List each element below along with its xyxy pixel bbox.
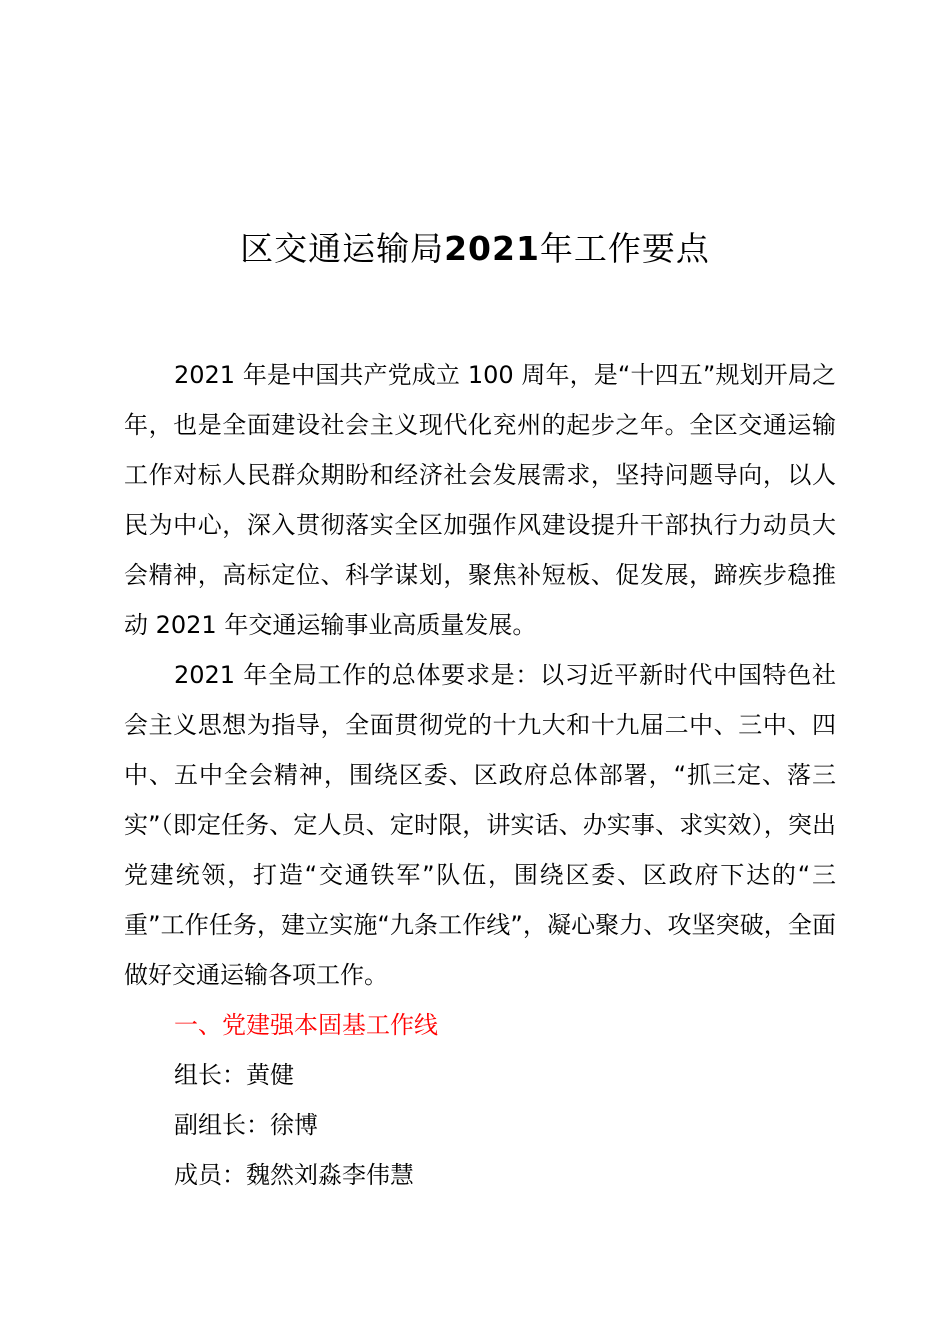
- document-body: [124, 350, 836, 1200]
- requirements-paragraph: 2021 年全局工作的总体要求是：以习近平新时代中国特色社会主义思想为指导，全面贯彻党的十九大和十九届二中、三中、四中、五中全会精神，围绕区委、区政府总体部署，“抓三定、落三实”（即定任务、定人员、定时限，讲实话、办实事、求实效），突出党建统领，打造“交通铁军”队伍，围绕区委、区政府下达的“三重”工作任务，建立实施“九条工作线”，凝心聚力、攻坚突破，全面做好交通运输各项工作。: [124, 661, 836, 989]
- group-leader: 组长：黄健: [174, 1061, 294, 1089]
- title-prefix: 区交通运输局: [240, 229, 445, 268]
- deputy-group-leader: 副组长：徐博: [174, 1111, 318, 1139]
- title-year: 2021: [444, 229, 540, 268]
- section-heading: 一、党建强本固基工作线: [174, 1011, 438, 1039]
- title-suffix: 年工作要点: [539, 229, 710, 268]
- document-title: [0, 224, 950, 274]
- group-members: 成员：魏然刘淼李伟慧: [174, 1161, 414, 1189]
- intro-paragraph: 2021 年是中国共产党成立 100 周年，是“十四五”规划开局之年，也是全面建设社会主义现代化兖州的起步之年。全区交通运输工作对标人民群众期盼和经济社会发展需求，坚持问题导向，以人民为中心，深入贯彻落实全区加强作风建设提升干部执行力动员大会精神，高标定位、科学谋划，聚焦补短板、促发展，蹄疾步稳推动 2021 年交通运输事业高质量发展。: [124, 361, 836, 639]
